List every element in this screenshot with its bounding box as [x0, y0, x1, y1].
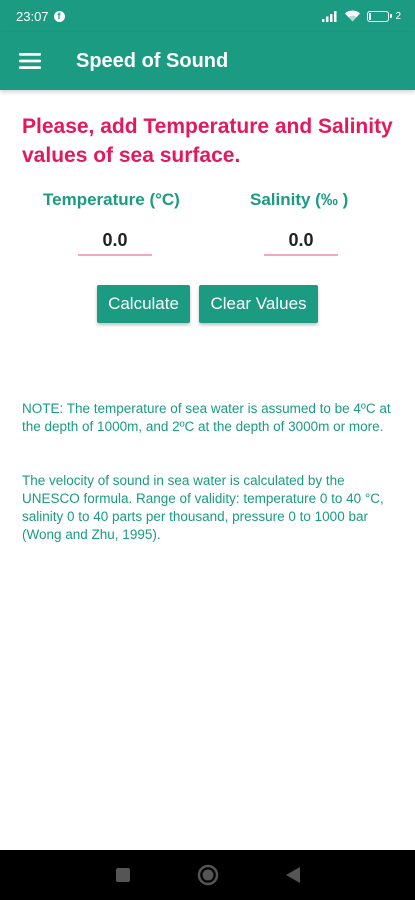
instruction-heading: Please, add Temperature and Salinity values of sea surface.	[22, 115, 393, 167]
circle-home-icon[interactable]	[188, 855, 228, 895]
temperature-input[interactable]	[78, 226, 152, 256]
signal-icon	[322, 10, 338, 22]
temperature-label: Temperature (°C)	[43, 190, 180, 209]
calculate-button[interactable]: Calculate	[97, 285, 190, 323]
app-title: Speed of Sound	[76, 49, 229, 72]
navigation-bar	[0, 850, 415, 900]
depth-note: NOTE: The temperature of sea water is assumed to be 4ºC at the depth of 1000m, and 2ºC at the depth of 3000m or more.	[22, 401, 391, 434]
facebook-icon: f	[54, 11, 65, 22]
triangle-back-icon[interactable]	[273, 855, 313, 895]
status-right	[322, 10, 401, 22]
salinity-label: Salinity (‰ )	[250, 190, 349, 209]
battery-icon	[367, 11, 389, 22]
status-left	[16, 9, 65, 24]
app-bar	[0, 32, 415, 90]
square-recents-icon[interactable]	[103, 855, 143, 895]
wifi-icon	[344, 10, 361, 22]
status-time: 23:07	[16, 8, 49, 24]
formula-note: The velocity of sound in sea water is calculated by the UNESCO formula. Range of validity: temperature 0 to 40 °C, salinity 0 to 40 parts per thousand, pressure 0 to 1000 bar (Wong and Zhu, 1995).	[22, 473, 384, 542]
clear-values-button[interactable]: Clear Values	[199, 285, 318, 323]
status-bar	[0, 0, 415, 32]
battery-level: 2	[395, 10, 401, 22]
salinity-input[interactable]	[264, 226, 338, 256]
hamburger-menu-icon[interactable]	[0, 32, 60, 90]
